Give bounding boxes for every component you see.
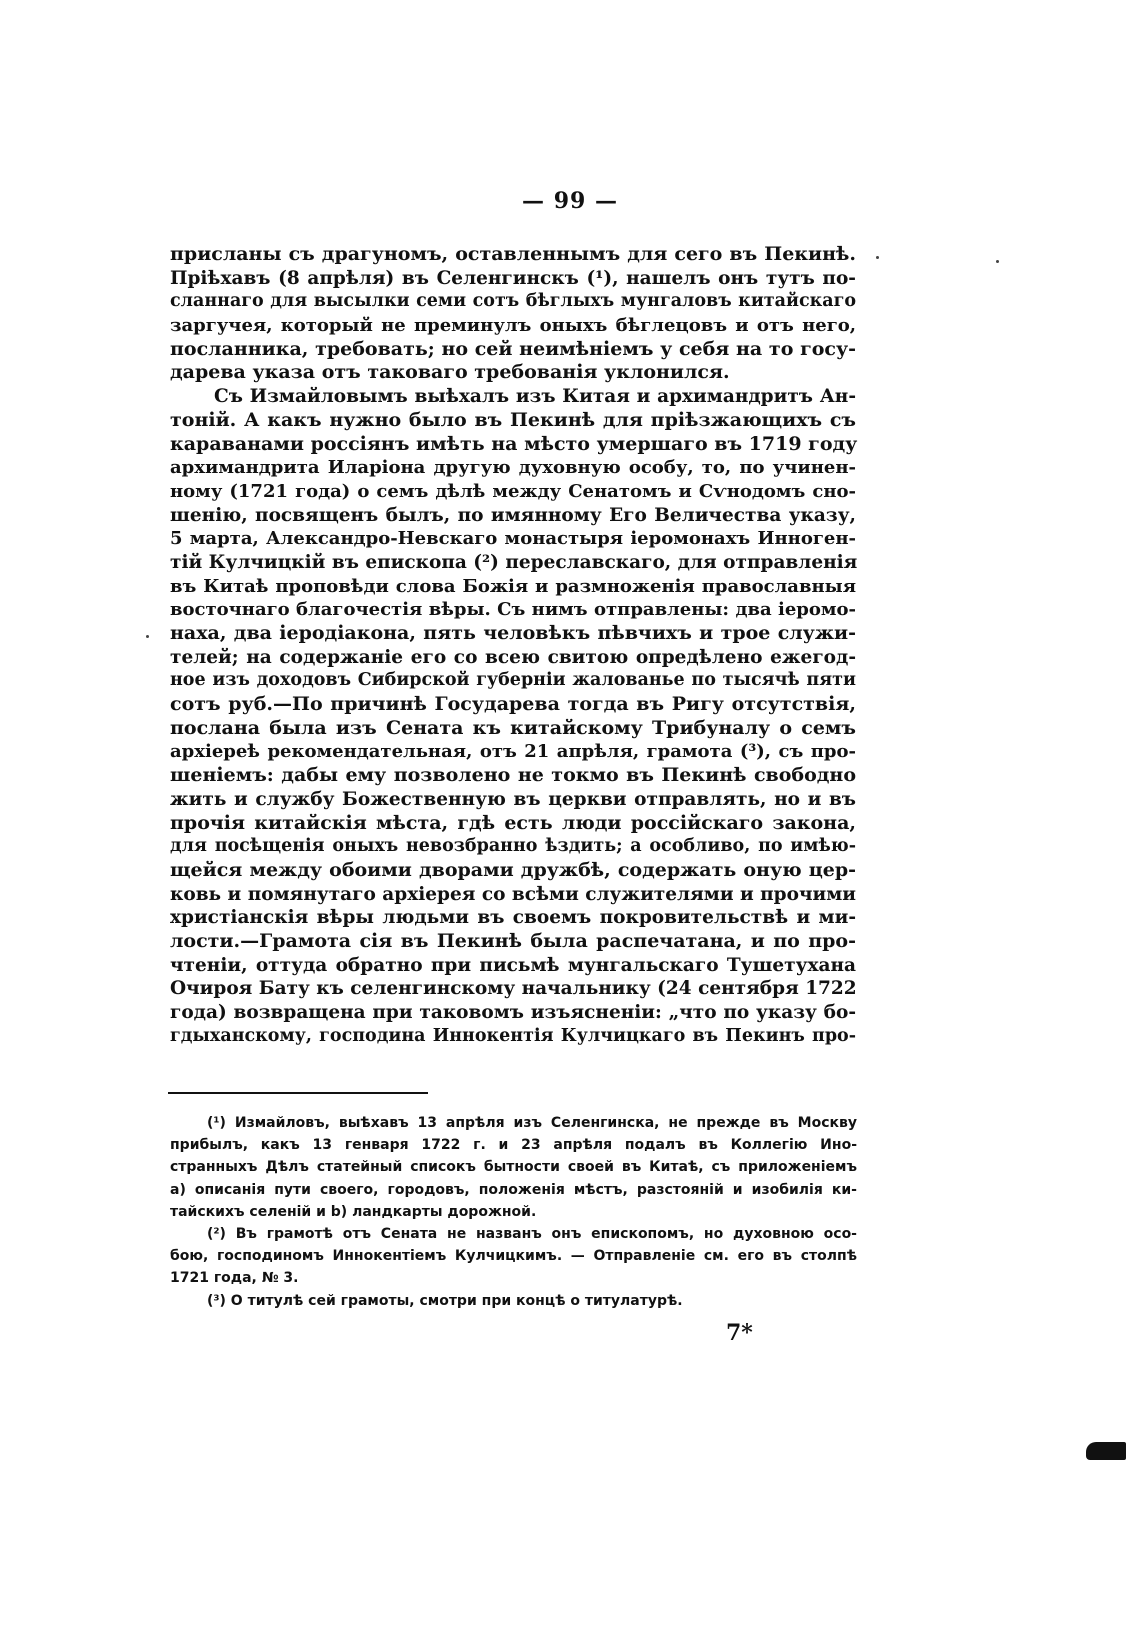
body-line: христіанскія вѣры людьми въ своемъ покровительствѣ и ми- [170, 907, 856, 929]
footnote-line: а) описанія пути своего, городовъ, положенія мѣстъ, разстояній и изобилія ки- [170, 1181, 857, 1198]
scan-speck [996, 260, 999, 263]
body-line: ному (1721 года) о семъ дѣлѣ между Сенатомъ и Сѵнодомъ сно- [170, 480, 856, 502]
body-line: тоній. А какъ нужно было въ Пекинѣ для пріѣзжающихъ съ [170, 408, 856, 431]
body-line: въ Китаѣ проповѣди слова Божія и размноженія православныя [170, 575, 856, 597]
body-line: 5 марта, Александро-Невскаго монастыря іеромонахъ Инноген- [170, 528, 856, 550]
body-line: архимандрита Иларіона другую духовную особу, то, по учинен- [170, 457, 856, 479]
scan-speck [876, 256, 879, 259]
body-line: наха, два іеродіакона, пять человѣкъ пѣвчихъ и трое служи- [170, 622, 856, 644]
body-line: шеніемъ: дабы ему позволено не токмо въ Пекинѣ свободно [170, 764, 856, 787]
body-line: архіереѣ рекомендательная, отъ 21 апрѣля, грамота (³), съ про- [170, 741, 856, 763]
body-line: для посѣщенія оныхъ невозбранно ѣздить; а особливо, по имѣю- [170, 836, 856, 857]
body-line: шенію, посвященъ былъ, по имянному Его Величества указу, [170, 504, 856, 526]
footnote-divider [168, 1092, 428, 1094]
body-line: ковь и помянутаго архіерея со всѣми служителями и прочими [170, 883, 857, 905]
footnote-line: бою, господиномъ Иннокентіемъ Кулчицкимъ. — Отправленіе см. его въ столпѣ [170, 1248, 857, 1265]
body-line: восточнаго благочестія вѣры. Съ нимъ отправлены: два іеромо- [170, 599, 856, 621]
body-line: Съ Измайловымъ выѣхалъ изъ Китая и архимандритъ Ан- [214, 386, 856, 408]
body-line: присланы съ драгуномъ, оставленнымъ для сего въ Пекинѣ. [170, 243, 856, 265]
scan-speck [146, 635, 149, 638]
body-line: посланника, требовать; но сей неимѣніемъ у себя на то госу- [170, 337, 856, 360]
body-line: лости.—Грамота сія въ Пекинѣ была распечатана, и по про- [170, 929, 856, 952]
body-text [170, 243, 856, 1048]
footnote-line: (²) Въ грамотѣ отъ Сената не названъ онъ епископомъ, но духовною осо- [207, 1225, 857, 1242]
body-line: прочія китайскія мѣста, гдѣ есть люди россійскаго закона, [170, 811, 856, 834]
body-line: Очироя Бату къ селенгинскому начальнику (24 сентября 1722 [170, 978, 857, 1000]
footnote-line: (³) О титулѣ сей грамоты, смотри при концѣ о титулатурѣ. [207, 1292, 683, 1309]
footnote-line: 1721 года, № 3. [170, 1270, 299, 1287]
body-line: сотъ руб.—По причинѣ Государева тогда въ Ригу отсутствія, [170, 693, 856, 716]
page-number: — 99 — [522, 188, 618, 214]
body-line: жить и службу Божественную въ церкви отправлять, но и въ [170, 788, 856, 810]
footnote-line: странныхъ Дѣлъ статейный списокъ бытности своей въ Китаѣ, съ приложеніемъ [170, 1159, 857, 1176]
scan-edge-mark [1086, 1442, 1126, 1460]
body-line: тій Кулчицкій въ епископа (²) переславскаго, для отправленія [170, 551, 858, 573]
footnote-line: (¹) Измайловъ, выѣхавъ 13 апрѣля изъ Селенгинска, не прежде въ Москву [207, 1115, 857, 1131]
body-line: сланнаго для высылки семи сотъ бѣглыхъ мунгаловъ китайскаго [170, 291, 856, 312]
body-line: гдыханскому, господина Иннокентія Кулчицкаго въ Пекинъ про- [170, 1025, 856, 1046]
body-line: чтеніи, оттуда обратно при письмѣ мунгальскаго Тушетухана [170, 954, 856, 976]
body-line: щейся между обоими дворами дружбѣ, содержать оную цер- [170, 858, 856, 881]
body-line: ное изъ доходовъ Сибирской губерніи жалованье по тысячѣ пяти [170, 670, 856, 691]
body-line: телей; на содержаніе его со всею свитою опредѣлено ежегод- [170, 646, 856, 668]
body-line: дарева указа отъ таковаго требованія уклонился. [170, 361, 730, 384]
body-line: года) возвращена при таковомъ изъясненіи: „что по указу бо- [170, 1002, 856, 1023]
body-line: послана была изъ Сената къ китайскому Трибуналу о семъ [170, 716, 856, 739]
footnote-line: прибылъ, какъ 13 генваря 1722 г. и 23 апрѣля подалъ въ Коллегію Ино- [170, 1137, 857, 1154]
printer-signature-mark: 7* [726, 1320, 753, 1346]
body-line: караванами россіянъ имѣть на мѣсто умершаго въ 1719 году [170, 432, 858, 455]
body-line: заргучея, который не преминулъ оныхъ бѣглецовъ и отъ него, [170, 315, 856, 337]
footnote-line: тайскихъ селеній и b) ландкарты дорожной. [170, 1203, 537, 1220]
body-line: Пріѣхавъ (8 апрѣля) въ Селенгинскъ (¹), нашелъ онъ тутъ по- [170, 267, 856, 289]
footnotes [170, 1112, 857, 1312]
